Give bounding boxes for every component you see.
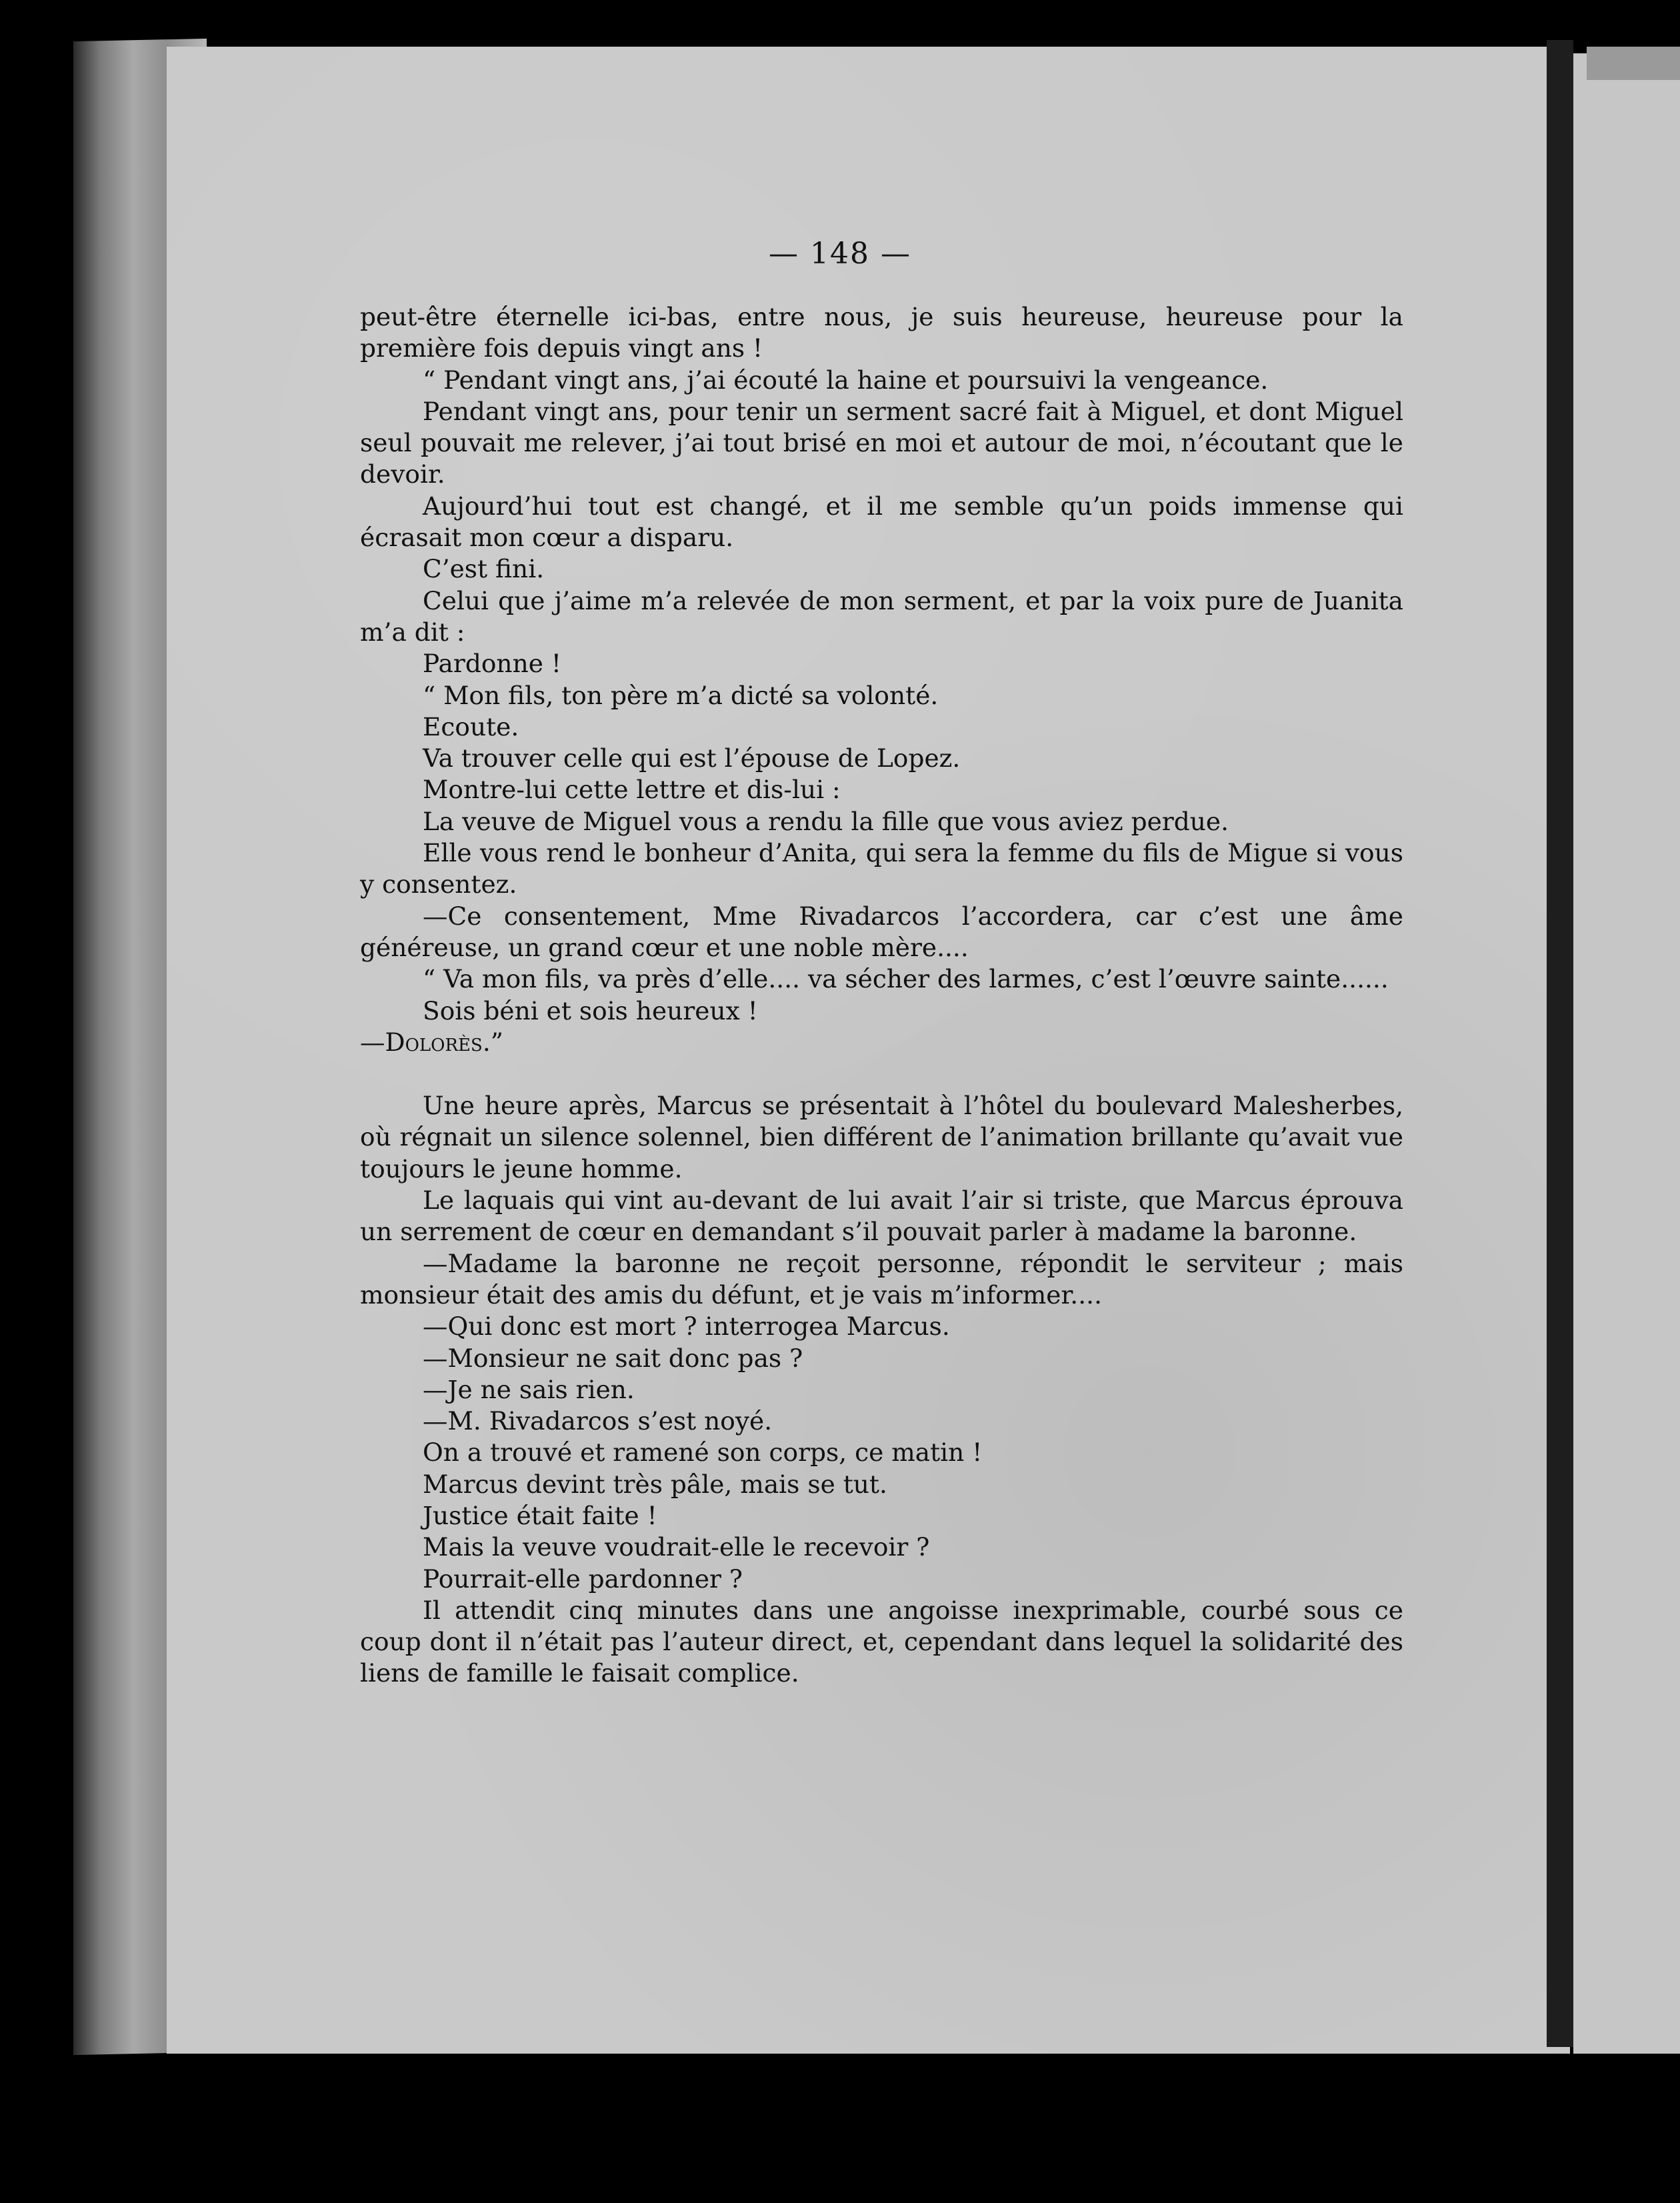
book-spine bbox=[1547, 40, 1573, 2047]
paragraph: Mais la veuve voudrait-elle le recevoir ? bbox=[423, 1532, 930, 1562]
paragraph: Pourrait-elle pardonner ? bbox=[423, 1564, 743, 1594]
paragraph: —Monsieur ne sait donc pas ? bbox=[423, 1343, 803, 1373]
paragraph: —M. Rivadarcos s’est noyé. bbox=[423, 1406, 773, 1436]
paragraph: —Ce consentement, Mme Rivadarcos l’accordera, car c’est une âme généreuse, un grand cœur et une noble mère.... bbox=[360, 901, 1403, 962]
paragraph: “ Mon fils, ton père m’a dicté sa volonté. bbox=[423, 680, 939, 710]
paragraph: Il attendit cinq minutes dans une angoisse inexprimable, courbé sous ce coup dont il n’était pas l’auteur direct, et, cependant dans lequel la solidarité des liens de famille le faisait complice. bbox=[360, 1595, 1403, 1688]
signature: —Dolorès.” bbox=[360, 1027, 503, 1057]
paragraph: C’est fini. bbox=[423, 554, 545, 584]
paragraph: Justice était faite ! bbox=[423, 1500, 657, 1530]
paragraph: Pendant vingt ans, pour tenir un serment sacré fait à Miguel, et dont Miguel seul pouvait me relever, j’ai tout brisé en moi et autour de moi, n’écoutant que le devoir. bbox=[360, 396, 1403, 489]
paragraph: Le laquais qui vint au-devant de lui avait l’air si triste, que Marcus éprouva un serrement de cœur en demandant s’il pouvait parler à madame la baronne. bbox=[360, 1186, 1403, 1247]
paragraph: Celui que j’aime m’a relevée de mon serment, et par la voix pure de Juanita m’a dit : bbox=[360, 585, 1403, 647]
paragraph: —Qui donc est mort ? interrogea Marcus. bbox=[423, 1312, 950, 1342]
paragraph: La veuve de Miguel vous a rendu la fille que vous aviez perdue. bbox=[423, 806, 1229, 836]
paragraph: Va trouver celle qui est l’épouse de Lopez. bbox=[423, 743, 961, 773]
paragraph: peut-être éternelle ici-bas, entre nous, je suis heureuse, heureuse pour la première fois depuis vingt ans ! bbox=[360, 302, 1403, 363]
page-number: — 148 — bbox=[769, 237, 911, 271]
paragraph: Marcus devint très pâle, mais se tut. bbox=[423, 1469, 887, 1499]
paragraph: Pardonne ! bbox=[423, 649, 561, 679]
section-gap bbox=[360, 1058, 1403, 1090]
paragraph: Une heure après, Marcus se présentait à l’hôtel du boulevard Malesherbes, où régnait un silence solennel, bien différent de l’animation brillante qu’avait vue toujours le jeune homme. bbox=[360, 1091, 1403, 1184]
paragraph: Ecoute. bbox=[423, 711, 519, 741]
paragraph: Sois béni et sois heureux ! bbox=[423, 995, 758, 1025]
paragraph: “ Va mon fils, va près d’elle.... va sécher des larmes, c’est l’œuvre sainte...... bbox=[423, 964, 1389, 994]
paragraph: —Je ne sais rien. bbox=[423, 1374, 635, 1404]
paragraph: Montre-lui cette lettre et dis-lui : bbox=[423, 775, 841, 805]
paragraph: On a trouvé et ramené son corps, ce matin ! bbox=[423, 1438, 983, 1468]
paragraph: “ Pendant vingt ans, j’ai écouté la haine et poursuivi la vengeance. bbox=[423, 365, 1269, 395]
facing-page-top bbox=[1587, 47, 1680, 80]
body-text bbox=[360, 301, 1403, 1690]
paragraph: —Madame la baronne ne reçoit personne, répondit le serviteur ; mais monsieur était des amis du défunt, et je vais m’informer.... bbox=[360, 1248, 1403, 1310]
paragraph: Elle vous rend le bonheur d’Anita, qui sera la femme du fils de Migue si vous y consentez. bbox=[360, 838, 1403, 899]
paragraph: Aujourd’hui tout est changé, et il me semble qu’un poids immense qui écrasait mon cœur a disparu. bbox=[360, 491, 1403, 553]
facing-page-edge bbox=[1573, 53, 1680, 2054]
